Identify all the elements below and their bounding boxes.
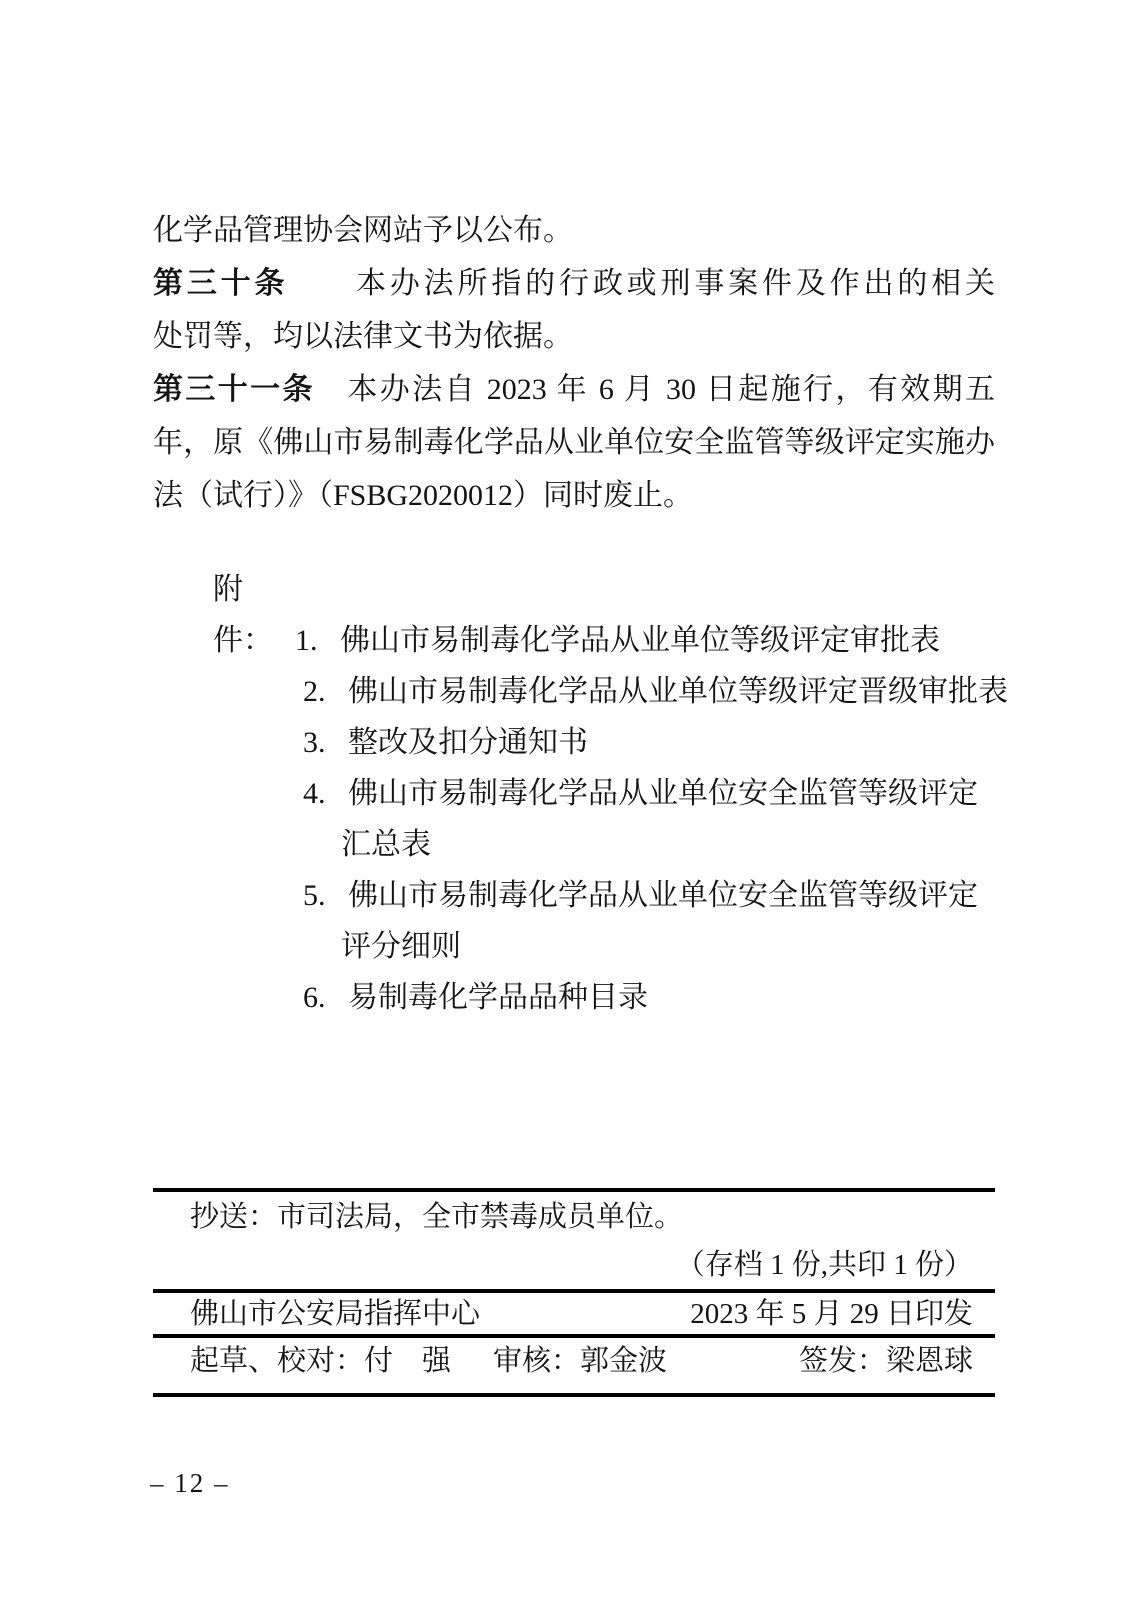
copies-note: （存档 1 份,共印 1 份） <box>675 1249 973 1281</box>
attachment-item-4 <box>213 768 1013 819</box>
drafter-label: 起草、校对： <box>190 1345 365 1377</box>
attachment-title: 佛山市易制毒化学品从业单位安全监管等级评定 <box>348 879 978 912</box>
attachment-number: 6. <box>303 981 326 1014</box>
page-number: – 12 – <box>150 1468 230 1498</box>
article-31-heading: 第三十一条 <box>153 373 315 406</box>
body-text <box>153 204 995 522</box>
footer-rule-bottom <box>153 1393 995 1397</box>
cc-text: 市司法局，全市禁毒成员单位。 <box>277 1201 684 1233</box>
signer-name: 梁恩球 <box>885 1345 973 1377</box>
attachment-number: 3. <box>303 726 326 759</box>
heading-gap <box>288 267 356 300</box>
body-line-text: 本办法自 2023 年 6 月 30 日起施行，有效期五 <box>347 373 996 406</box>
drafter-name: 付 强 <box>364 1345 452 1377</box>
body-line-text: 本办法所指的行政或刑事案件及作出的相关 <box>356 267 996 300</box>
attachment-number: 2. <box>303 675 326 708</box>
attachment-title: 整改及扣分通知书 <box>348 726 588 759</box>
attachment-title: 佛山市易制毒化学品从业单位等级评定晋级审批表 <box>348 675 1008 708</box>
drafter-field <box>190 1344 451 1378</box>
reviewer-label: 审核： <box>493 1345 581 1377</box>
cc-label: 抄送： <box>190 1201 278 1233</box>
heading-gap <box>315 373 347 406</box>
cc-row <box>190 1200 683 1234</box>
attachment-list <box>213 564 1013 1023</box>
attachment-item-6 <box>213 972 1013 1023</box>
attachment-number: 1. <box>295 624 318 657</box>
article-30-heading: 第三十条 <box>153 267 289 300</box>
attachment-item-5-wrap <box>213 921 1013 972</box>
print-date: 2023 年 5 月 29 日印发 <box>690 1298 973 1330</box>
issuer-name: 佛山市公安局指挥中心 <box>190 1298 481 1330</box>
reviewer-name: 郭金波 <box>580 1345 668 1377</box>
footer-rule-middle-2 <box>153 1334 995 1338</box>
signer-field <box>799 1344 973 1378</box>
attachment-title: 易制毒化学品品种目录 <box>348 981 648 1014</box>
attachment-item-3 <box>213 717 1013 768</box>
attachment-item-5 <box>213 870 1013 921</box>
attachment-item-1 <box>213 564 1013 666</box>
body-line-article-30 <box>153 257 995 310</box>
attachment-title: 佛山市易制毒化学品从业单位安全监管等级评定 <box>348 777 978 810</box>
attachment-number: 4. <box>303 777 326 810</box>
attachment-title-continued: 评分细则 <box>341 930 461 963</box>
attachment-title: 佛山市易制毒化学品从业单位等级评定审批表 <box>340 624 940 657</box>
body-line: 化学品管理协会网站予以公布。 <box>153 214 573 247</box>
body-line-article-31 <box>153 363 995 416</box>
attachments-label: 附件： <box>213 573 273 657</box>
body-line: 处罚等，均以法律文书为依据。 <box>153 320 573 353</box>
footer-rule-middle-1 <box>153 1289 995 1293</box>
attachment-title-continued: 汇总表 <box>341 828 431 861</box>
reviewer-field <box>493 1344 667 1378</box>
signer-label: 签发： <box>798 1345 886 1377</box>
footer-rule-top <box>153 1188 995 1192</box>
attachment-item-2 <box>213 666 1013 717</box>
attachment-number: 5. <box>303 879 326 912</box>
body-line: 年，原《佛山市易制毒化学品从业单位安全监管等级评定实施办 <box>153 426 995 459</box>
body-line: 法（试行）》（FSBG2020012）同时废止。 <box>153 479 694 512</box>
attachment-item-4-wrap <box>213 819 1013 870</box>
